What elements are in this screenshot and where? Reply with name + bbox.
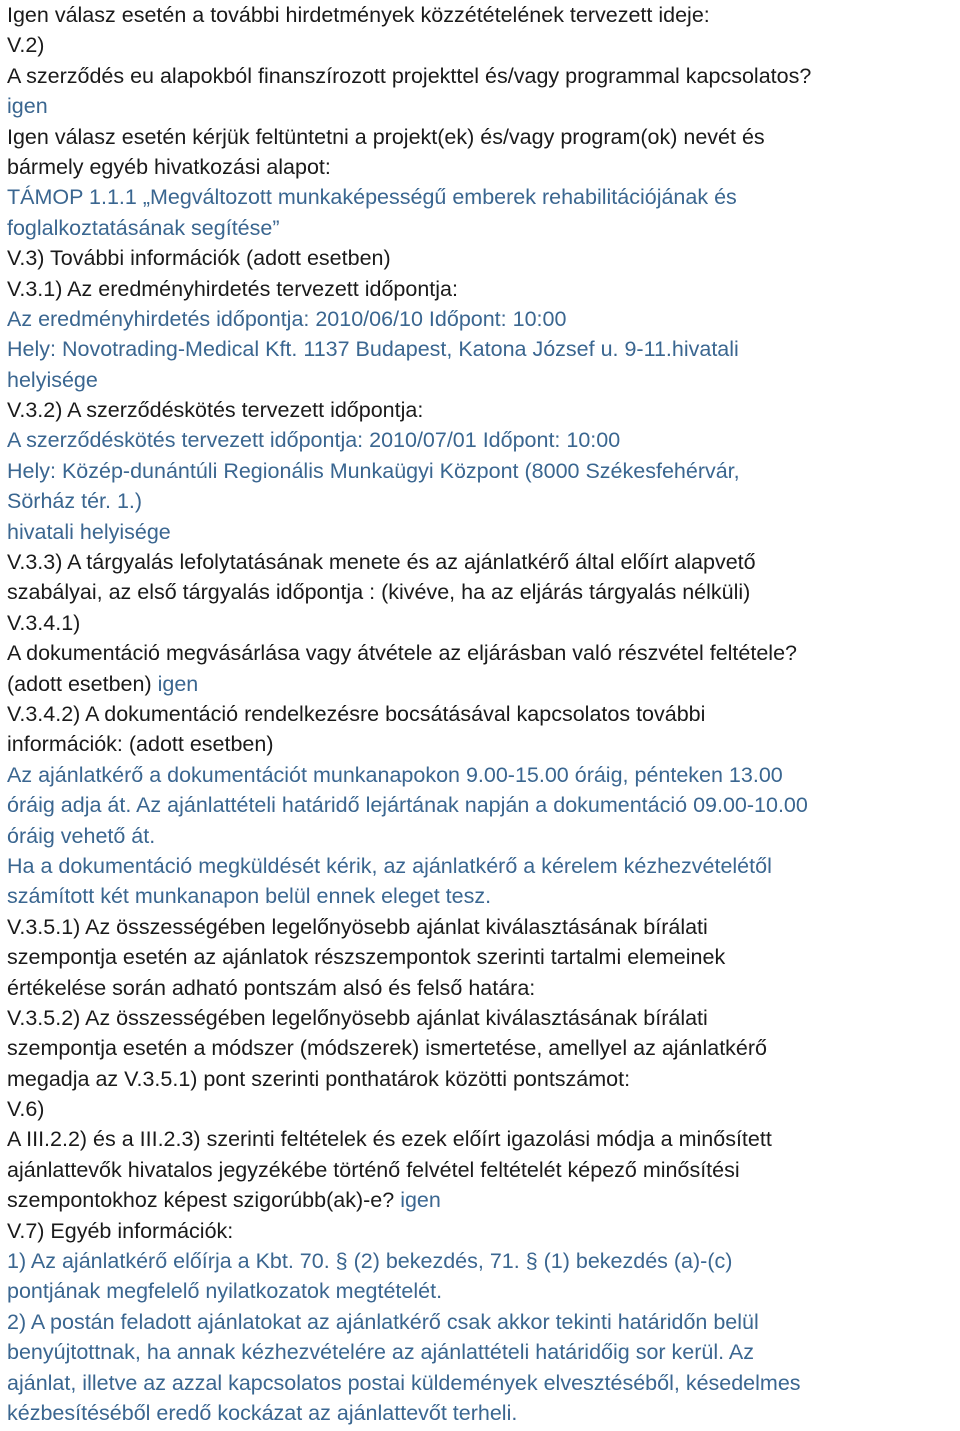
- text-line: [7, 851, 955, 881]
- label-text: V.6): [7, 1097, 45, 1122]
- text-line: [7, 122, 955, 152]
- answer-text: számított két munkanapon belül ennek eleget tesz.: [7, 884, 492, 909]
- label-text: Igen válasz esetén a további hirdetmények közzétételének tervezett ideje:: [7, 3, 710, 27]
- label-text: V.3.4.1): [7, 610, 81, 635]
- text-line: [7, 608, 955, 638]
- text-line: [7, 973, 955, 1003]
- text-line: [7, 30, 955, 60]
- label-text: V.3.5.1) Az összességében legelőnyösebb ajánlat kiválasztásának bírálati: [7, 914, 708, 939]
- label-text: A III.2.2) és a III.2.3) szerinti feltételek és ezek előírt igazolási módja a minősített: [7, 1127, 772, 1152]
- text-line: [7, 0, 955, 30]
- text-line: [7, 61, 955, 91]
- label-text: V.2): [7, 33, 45, 58]
- label-text: Igen válasz esetén kérjük feltüntetni a projekt(ek) és/vagy program(ok) nevét és: [7, 124, 765, 149]
- answer-text: ajánlat, illetve az azzal kapcsolatos postai küldemények elvesztéséből, késedelmes: [7, 1370, 801, 1395]
- label-text: V.7) Egyéb információk:: [7, 1218, 234, 1243]
- text-line: [7, 1246, 955, 1276]
- text-line: [7, 1064, 955, 1094]
- text-line: [7, 1185, 955, 1215]
- label-text: V.3) További információk (adott esetben): [7, 246, 391, 271]
- text-line: [7, 547, 955, 577]
- label-text: V.3.3) A tárgyalás lefolytatásának menete és az ajánlatkérő által előírt alapvető: [7, 550, 756, 575]
- text-line: [7, 638, 955, 668]
- text-line: [7, 1094, 955, 1124]
- label-text: V.3.2) A szerződéskötés tervezett időpontja:: [7, 398, 424, 423]
- text-line: [7, 1368, 955, 1398]
- text-line: [7, 1155, 955, 1185]
- text-line: [7, 1216, 955, 1246]
- text-line: [7, 182, 955, 212]
- text-line: [7, 1307, 955, 1337]
- answer-text: foglalkoztatásának segítése”: [7, 215, 280, 240]
- answer-text: Az eredményhirdetés időpontja: 2010/06/10 Időpont: 10:00: [7, 306, 567, 331]
- text-line: [7, 760, 955, 790]
- text-line: [7, 729, 955, 759]
- label-text: (adott esetben): [7, 671, 158, 696]
- text-line: [7, 91, 955, 121]
- text-line: [7, 699, 955, 729]
- answer-text: Ha a dokumentáció megküldését kérik, az ajánlatkérő a kérelem kézhezvételétől: [7, 853, 772, 878]
- label-text: megadja az V.3.5.1) pont szerinti ponthatárok közötti pontszámot:: [7, 1066, 631, 1091]
- label-text: V.3.5.2) Az összességében legelőnyösebb ajánlat kiválasztásának bírálati: [7, 1005, 708, 1030]
- text-line: [7, 274, 955, 304]
- answer-text: hivatali helyisége: [7, 519, 171, 544]
- answer-text: benyújtottnak, ha annak kézhezvételére az ajánlattételi határidőig sor kerül. Az: [7, 1340, 754, 1365]
- answer-text: 2) A postán feladott ajánlatokat az ajánlatkérő csak akkor tekinti határidőn belül: [7, 1309, 759, 1334]
- label-text: szempontja esetén az ajánlatok részszempontok szerinti tartalmi elemeinek: [7, 945, 726, 970]
- answer-text: Hely: Közép-dunántúli Regionális Munkaügyi Központ (8000 Székesfehérvár,: [7, 458, 740, 483]
- answer-text: óráig vehető át.: [7, 823, 156, 848]
- answer-text: TÁMOP 1.1.1 „Megváltozott munkaképességű emberek rehabilitációjának és: [7, 185, 737, 210]
- answer-text: Hely: Novotrading-Medical Kft. 1137 Budapest, Katona József u. 9-11.hivatali: [7, 337, 739, 362]
- label-text: A dokumentáció megvásárlása vagy átvétele az eljárásban való részvétel feltétele?: [7, 641, 797, 666]
- text-line: [7, 425, 955, 455]
- text-line: [7, 486, 955, 516]
- text-line: [7, 577, 955, 607]
- text-line: [7, 1276, 955, 1306]
- answer-text: igen: [157, 671, 199, 696]
- text-line: [7, 365, 955, 395]
- label-text: értékelése során adható pontszám alsó és felső határa:: [7, 975, 536, 1000]
- text-line: [7, 304, 955, 334]
- text-line: [7, 517, 955, 547]
- text-line: [7, 334, 955, 364]
- label-text: szempontja esetén a módszer (módszerek) ismertetése, amellyel az ajánlatkérő: [7, 1036, 767, 1061]
- text-line: [7, 912, 955, 942]
- label-text: bármely egyéb hivatkozási alapot:: [7, 154, 331, 179]
- label-text: információk: (adott esetben): [7, 732, 274, 757]
- text-line: [7, 243, 955, 273]
- answer-text: Sörház tér. 1.): [7, 489, 143, 514]
- text-line: [7, 213, 955, 243]
- text-line: [7, 1398, 955, 1428]
- answer-text: Az ajánlatkérő a dokumentációt munkanapokon 9.00-15.00 óráig, pénteken 13.00: [7, 762, 783, 787]
- text-line: [7, 1337, 955, 1367]
- answer-text: igen: [400, 1188, 441, 1213]
- label-text: ajánlattevők hivatalos jegyzékébe történő felvétel feltételét képező minősítési: [7, 1157, 740, 1182]
- text-line: [7, 821, 955, 851]
- document-body: [7, 0, 955, 1428]
- text-line: [7, 942, 955, 972]
- answer-text: A szerződéskötés tervezett időpontja: 2010/07/01 Időpont: 10:00: [7, 428, 621, 453]
- text-line: [7, 1033, 955, 1063]
- text-line: [7, 456, 955, 486]
- text-line: [7, 395, 955, 425]
- answer-text: igen: [7, 94, 48, 119]
- text-line: [7, 669, 955, 699]
- text-line: [7, 881, 955, 911]
- label-text: A szerződés eu alapokból finanszírozott projekttel és/vagy programmal kapcsolatos?: [7, 63, 812, 88]
- text-line: [7, 152, 955, 182]
- label-text: szabályai, az első tárgyalás időpontja : (kivéve, ha az eljárás tárgyalás nélküli): [7, 580, 751, 605]
- text-line: [7, 1124, 955, 1154]
- label-text: szempontokhoz képest szigorúbb(ak)-e?: [7, 1188, 401, 1213]
- answer-text: óráig adja át. Az ajánlattételi határidő lejártának napján a dokumentáció 09.00-10.00: [7, 793, 808, 818]
- label-text: V.3.4.2) A dokumentáció rendelkezésre bocsátásával kapcsolatos további: [7, 701, 706, 726]
- answer-text: helyisége: [7, 367, 98, 392]
- label-text: V.3.1) Az eredményhirdetés tervezett időpontja:: [7, 276, 458, 301]
- text-line: [7, 790, 955, 820]
- answer-text: pontjának megfelelő nyilatkozatok megtételét.: [7, 1279, 443, 1304]
- answer-text: kézbesítéséből eredő kockázat az ajánlattevőt terheli.: [7, 1400, 518, 1425]
- answer-text: 1) Az ajánlatkérő előírja a Kbt. 70. § (2) bekezdés, 71. § (1) bekezdés (a)-(c): [7, 1249, 733, 1274]
- text-line: [7, 1003, 955, 1033]
